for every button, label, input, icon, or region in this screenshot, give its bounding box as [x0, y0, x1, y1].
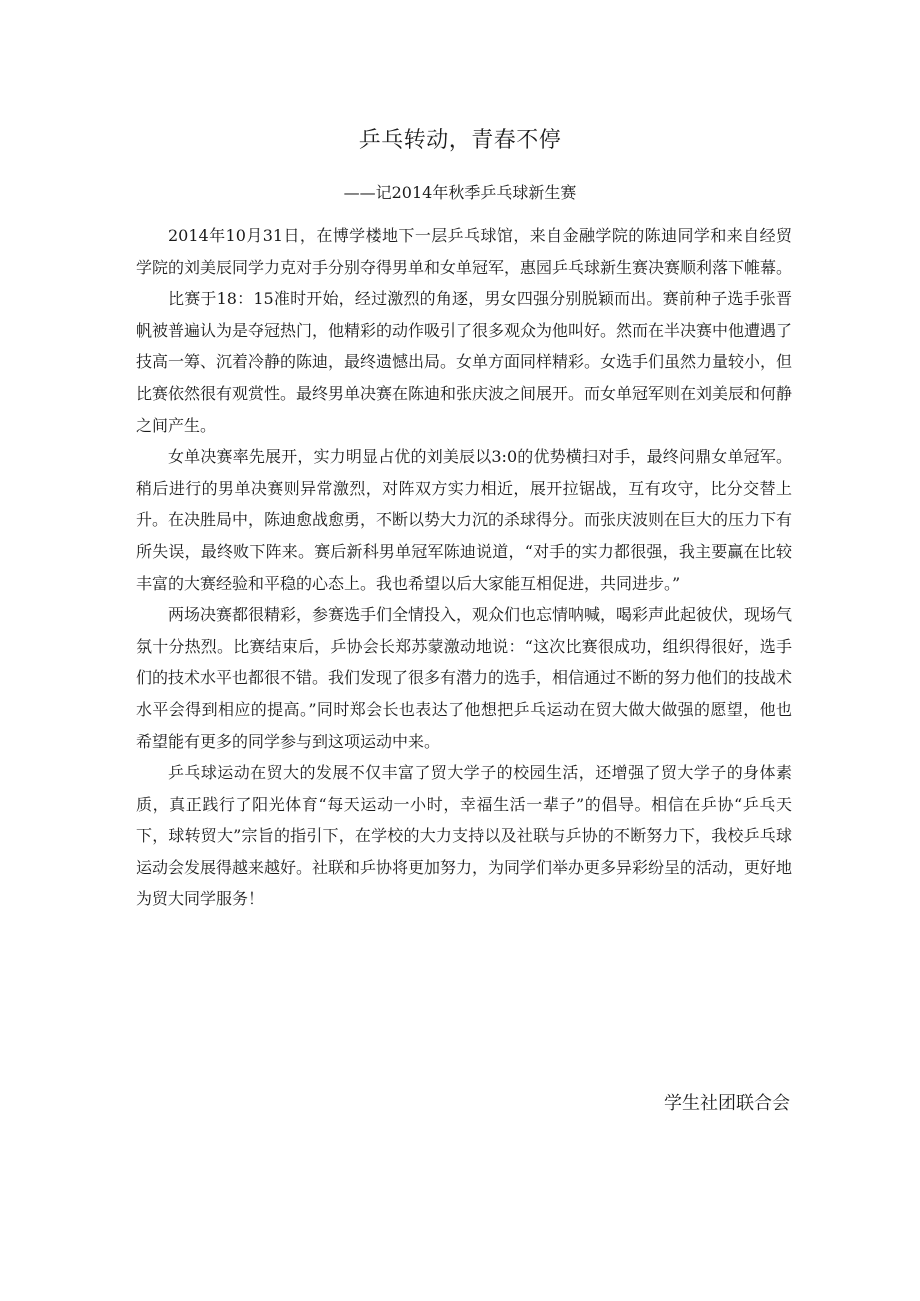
- paragraph-5: 乒乓球运动在贸大的发展不仅丰富了贸大学子的校园生活，还增强了贸大学子的身体素质，真正践行了阳光体育“每天运动一小时，幸福生活一辈子”的倡导。相信在乒协“乒乓天下，球转贸大”宗旨的指引下，在学校的大力支持以及社联与乒协的不断努力下，我校乒乓球运动会发展得越来越好。社联和乒协将更加努力，为同学们举办更多异彩纷呈的活动，更好地为贸大同学服务！: [136, 763, 793, 909]
- document-title: 乒乓转动，青春不停: [358, 128, 562, 153]
- paragraph-3: 女单决赛率先展开，实力明显占优的刘美辰以3:0的优势横扫对手，最终问鼎女单冠军。稍后进行的男单决赛则异常激烈，对阵双方实力相近，展开拉锯战，互有攻守，比分交替上升。在决胜局中，陈迪愈战愈勇，不断以势大力沉的杀球得分。而张庆波则在巨大的压力下有所失误，最终败下阵来。赛后新科男单冠军陈迪说道，“对手的实力都很强，我主要赢在比较丰富的大赛经验和平稳的心态上。我也希望以后大家能互相促进，共同进步。”: [136, 447, 793, 593]
- paragraph-4: 两场决赛都很精彩，参赛选手们全情投入，观众们也忘情呐喊，喝彩声此起彼伏，现场气氛十分热烈。比赛结束后，乒协会长郑苏蒙激动地说：“这次比赛很成功，组织得很好，选手们的技术水平也都很不错。我们发现了很多有潜力的选手，相信通过不断的努力他们的技战术水平会得到相应的提高。”同时郑会长也表达了他想把乒乓运动在贸大做大做强的愿望，他也希望能有更多的同学参与到这项运动中来。: [136, 605, 793, 751]
- paragraph-1: 2014年10月31日，在博学楼地下一层乒乓球馆，来自金融学院的陈迪同学和来自经贸学院的刘美辰同学力克对手分别夺得男单和女单冠军，惠园乒乓球新生赛决赛顺利落下帷幕。: [136, 226, 793, 277]
- document-body: [136, 220, 792, 915]
- signature: 学生社团联合会: [664, 1093, 790, 1114]
- paragraph-2: 比赛于18：15准时开始，经过激烈的角逐，男女四强分别脱颖而出。赛前种子选手张晋帆被普遍认为是夺冠热门，他精彩的动作吸引了很多观众为他叫好。然而在半决赛中他遭遇了技高一筹、沉着冷静的陈迪，最终遗憾出局。女单方面同样精彩。女选手们虽然力量较小，但比赛依然很有观赏性。最终男单决赛在陈迪和张庆波之间展开。而女单冠军则在刘美辰和何静之间产生。: [136, 289, 793, 435]
- document-subtitle: ——记2014年秋季乒乓球新生赛: [343, 183, 577, 202]
